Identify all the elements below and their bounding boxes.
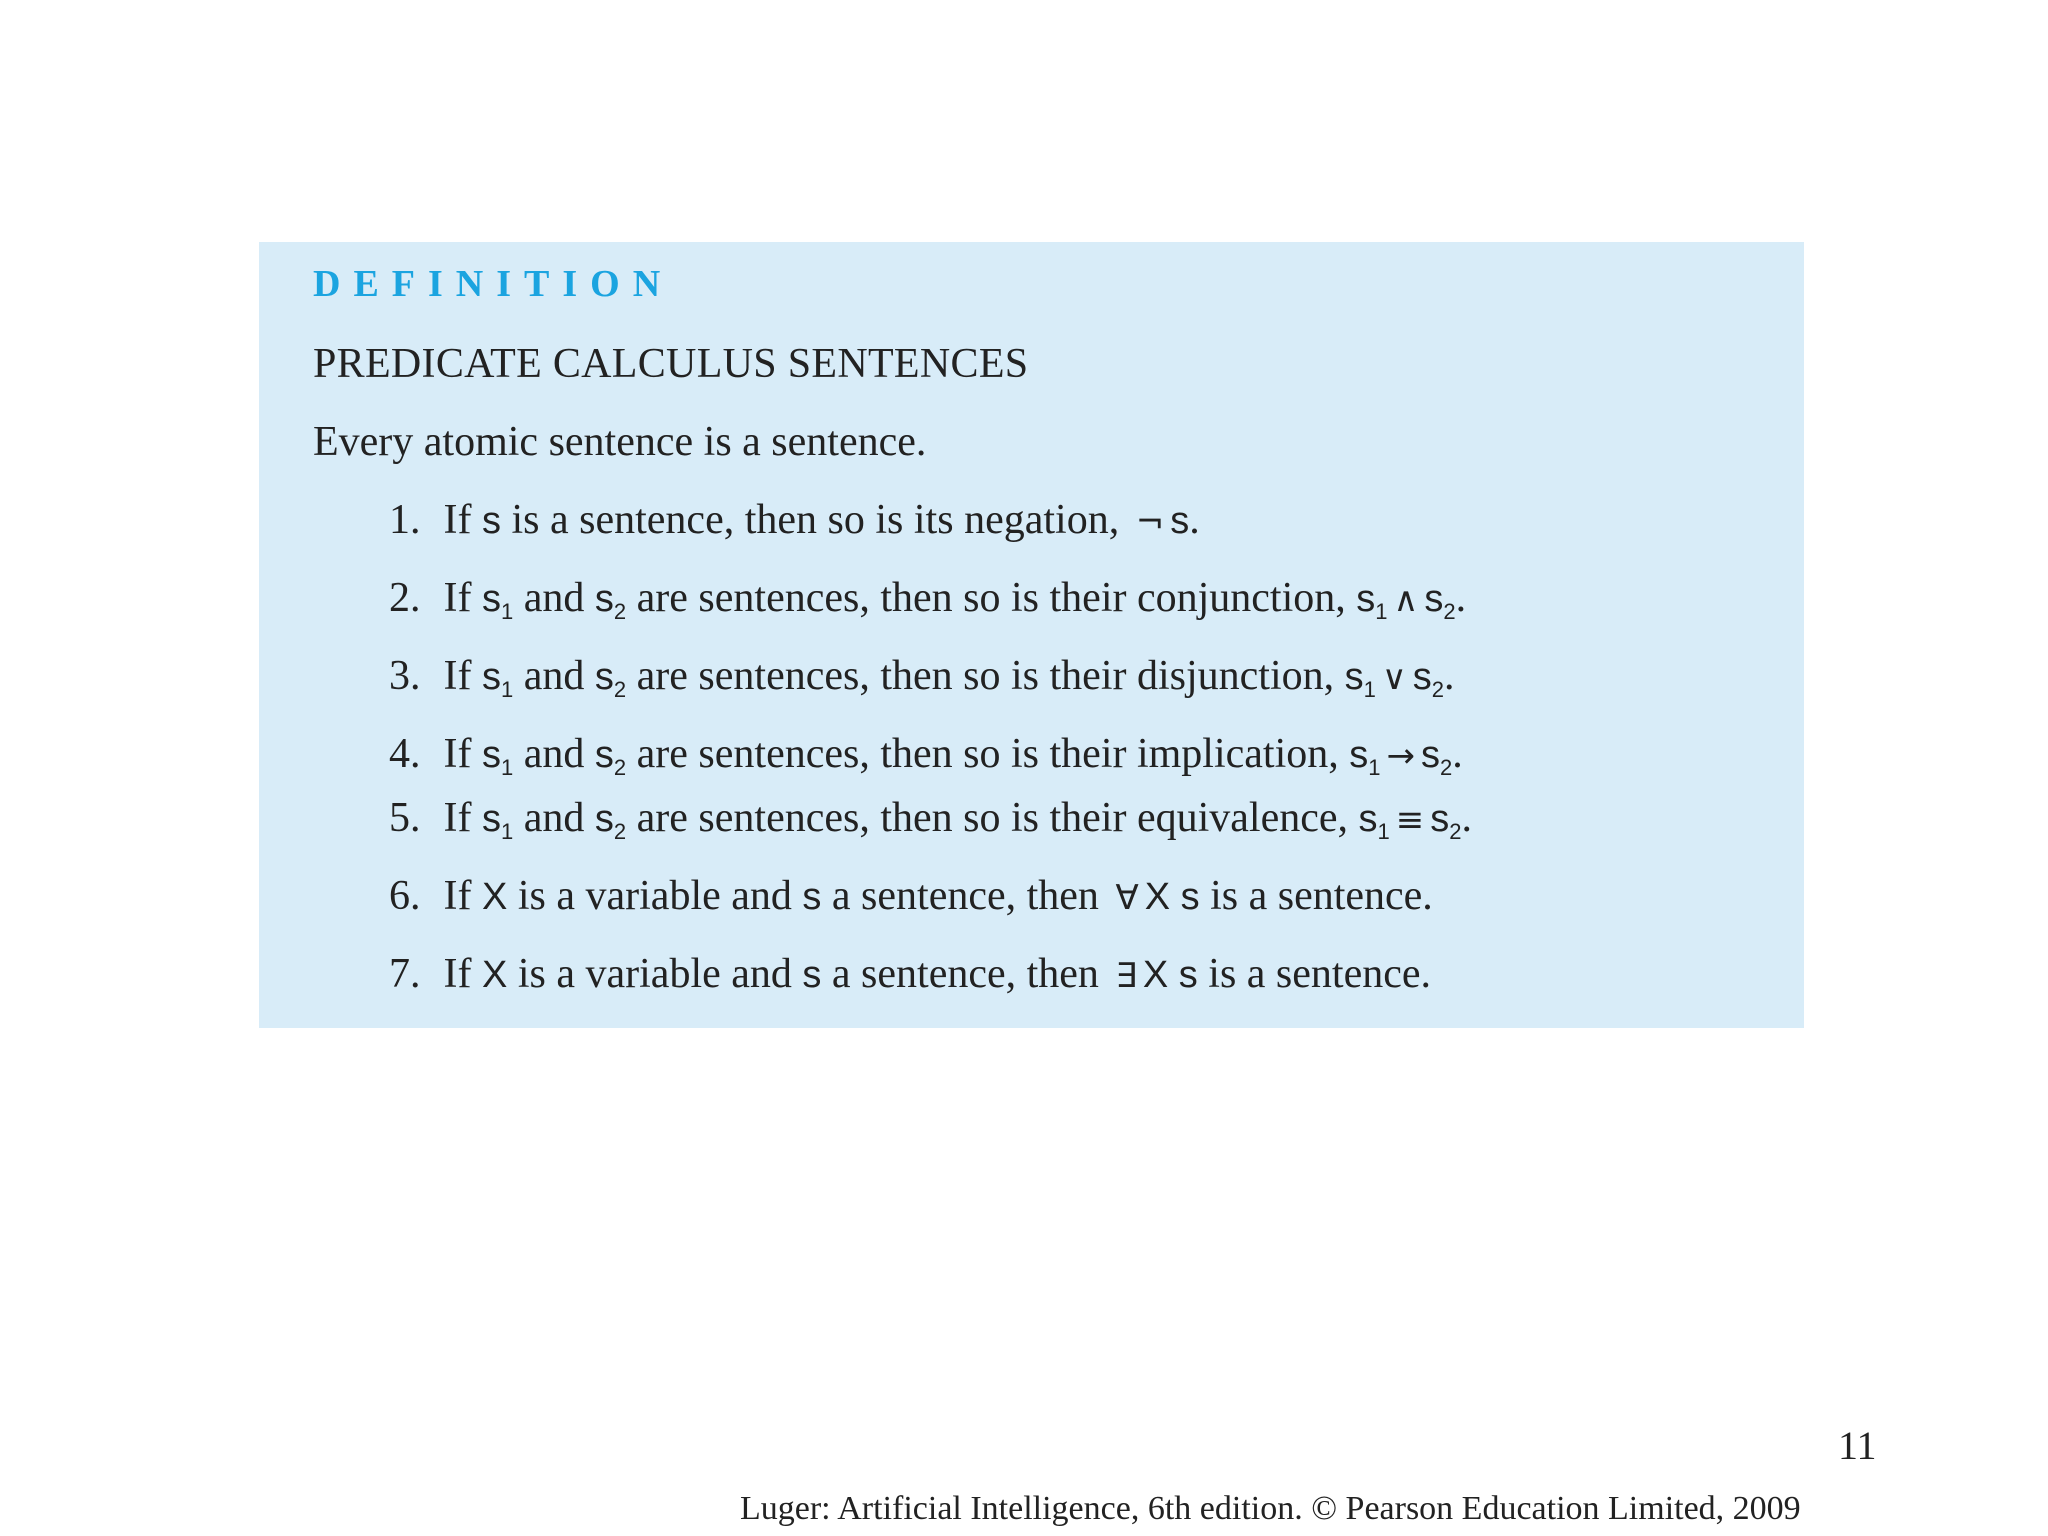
subscript: 1: [1375, 599, 1388, 624]
symbol-s: s: [594, 798, 614, 840]
subscript: 1: [500, 599, 514, 624]
symbol-s: s: [1356, 578, 1376, 620]
existential-quantifier-symbol: ∃: [1115, 956, 1137, 996]
subscript: 1: [500, 677, 514, 702]
subscript: 2: [1449, 819, 1462, 844]
negation-symbol: ¬: [1135, 502, 1165, 542]
symbol-s: s: [802, 876, 822, 918]
rule-text: .: [1452, 731, 1463, 777]
rule-number: 1.: [389, 497, 421, 543]
rule-text: .: [1189, 497, 1200, 543]
variable-x: X: [1142, 954, 1169, 996]
symbol-s: s: [802, 954, 822, 996]
rule-number: 4.: [389, 731, 421, 777]
symbol-s: s: [594, 578, 614, 620]
rule-text: If: [443, 873, 482, 919]
rule-2: [389, 574, 1466, 625]
rule-text: If: [443, 795, 482, 841]
definition-box: [259, 242, 1804, 1028]
symbol-s: s: [1344, 656, 1364, 698]
rule-text: If: [443, 951, 482, 997]
subscript: 1: [500, 755, 514, 780]
rule-4: [389, 730, 1463, 781]
rule-5: [389, 794, 1472, 845]
symbol-s: s: [1424, 578, 1444, 620]
rule-3: [389, 652, 1455, 703]
subscript: 1: [1368, 755, 1381, 780]
symbol-s: s: [481, 798, 501, 840]
variable-x: X: [1144, 876, 1171, 918]
symbol-s: s: [481, 734, 501, 776]
rule-text: and: [513, 653, 595, 699]
symbol-s: s: [1412, 656, 1432, 698]
subscript: 2: [1443, 599, 1456, 624]
definition-title: PREDICATE CALCULUS SENTENCES: [313, 341, 1029, 387]
symbol-s: s: [481, 578, 501, 620]
rule-1: [389, 496, 1200, 544]
rule-6: [389, 872, 1433, 920]
subscript: 2: [1431, 677, 1445, 702]
subscript: 1: [1363, 677, 1376, 702]
definition-label: DEFINITION: [313, 263, 674, 305]
conjunction-symbol: ∧: [1393, 580, 1419, 620]
rule-text: If: [443, 575, 482, 621]
rule-text: is a variable and: [507, 951, 803, 997]
rule-text: If: [443, 653, 482, 699]
subscript: 2: [613, 755, 627, 780]
symbol-s: s: [1349, 734, 1369, 776]
rule-text: are sentences, then so is their disjunction,: [626, 653, 1345, 699]
subscript: 2: [613, 599, 627, 624]
rule-text: are sentences, then so is their equivalence,: [626, 795, 1359, 841]
subscript: 2: [613, 819, 627, 844]
rule-7: [389, 950, 1431, 998]
subscript: 1: [500, 819, 514, 844]
rule-text: are sentences, then so is their implication,: [626, 731, 1350, 777]
page-number: 11: [1838, 1423, 1877, 1468]
rule-number: 6.: [389, 873, 421, 919]
symbol-s: s: [594, 656, 614, 698]
symbol-s: s: [1421, 734, 1441, 776]
symbol-s: s: [481, 500, 501, 542]
symbol-s: s: [594, 734, 614, 776]
rule-text: are sentences, then so is their conjunction,: [626, 575, 1357, 621]
implication-symbol: →: [1386, 736, 1416, 776]
definition-intro: Every atomic sentence is a sentence.: [313, 419, 927, 465]
rule-number: 2.: [389, 575, 421, 621]
rule-text: and: [513, 575, 595, 621]
rule-number: 5.: [389, 795, 421, 841]
rule-text: .: [1444, 653, 1455, 699]
symbol-s: s: [1178, 954, 1198, 996]
rule-text: a sentence, then: [821, 873, 1110, 919]
variable-x: X: [481, 876, 508, 918]
rule-text: and: [513, 795, 595, 841]
rule-text: is a sentence.: [1197, 951, 1432, 997]
rule-text: and: [513, 731, 595, 777]
rule-text: is a variable and: [507, 873, 803, 919]
variable-x: X: [481, 954, 508, 996]
rule-text: .: [1461, 795, 1473, 841]
rule-text: is a sentence, then so is its negation,: [500, 497, 1130, 543]
universal-quantifier-symbol: ∀: [1115, 878, 1139, 918]
symbol-s: s: [1430, 798, 1450, 840]
rule-text: a sentence, then: [821, 951, 1110, 997]
footer-citation: Luger: Artificial Intelligence, 6th edition. © Pearson Education Limited, 2009: [740, 1490, 1801, 1527]
equivalence-symbol: ≡: [1395, 800, 1425, 840]
subscript: 1: [1377, 819, 1390, 844]
symbol-s: s: [1180, 876, 1200, 918]
rule-number: 7.: [389, 951, 421, 997]
symbol-s: s: [1170, 500, 1190, 542]
rule-text: is a sentence.: [1199, 873, 1433, 919]
rule-text: If: [443, 497, 482, 543]
symbol-s: s: [481, 656, 501, 698]
rule-text: If: [443, 731, 482, 777]
subscript: 2: [613, 677, 627, 702]
rule-text: .: [1455, 575, 1467, 621]
rule-number: 3.: [389, 653, 421, 699]
disjunction-symbol: ∨: [1381, 658, 1407, 698]
symbol-s: s: [1358, 798, 1378, 840]
subscript: 2: [1440, 755, 1453, 780]
